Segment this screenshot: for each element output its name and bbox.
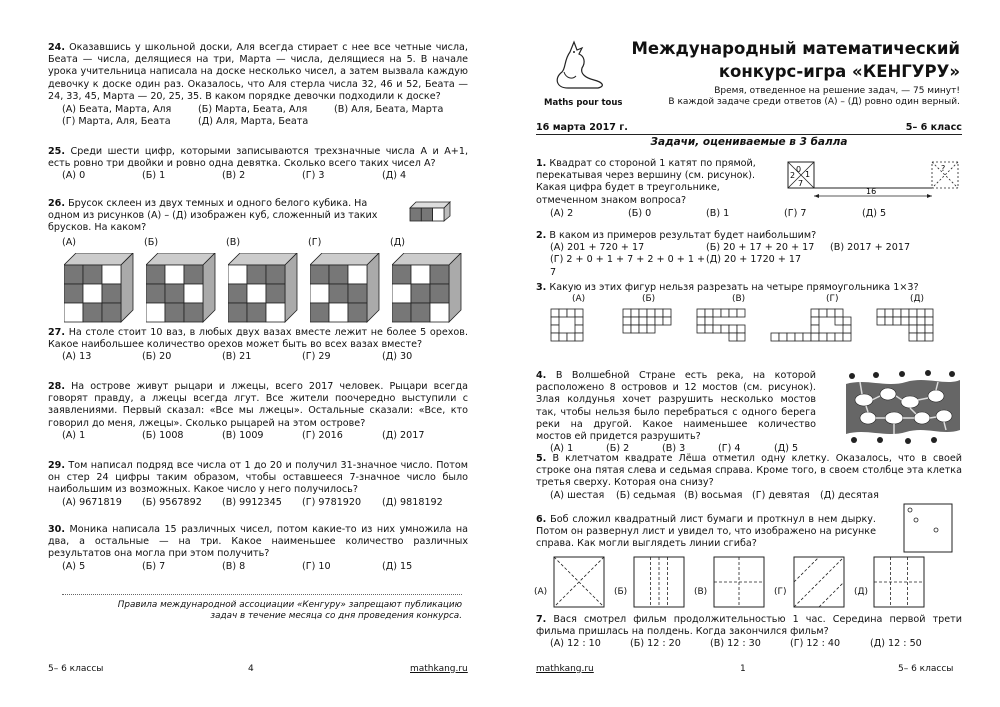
cube-figure[interactable]: [228, 253, 302, 327]
option-b[interactable]: (Б) 20 + 17 + 20 + 17: [706, 242, 815, 254]
option-c[interactable]: (В) 8: [222, 560, 246, 572]
option-c[interactable]: (В) Аля, Беата, Марта: [334, 103, 444, 115]
fig-distance: 16: [866, 187, 877, 196]
option-e[interactable]: (Д) 12 : 50: [870, 638, 922, 650]
problem-3: [536, 282, 962, 350]
footer-left: 5– 6 классы: [48, 663, 104, 674]
fold-label: (Г): [774, 586, 787, 597]
option-d[interactable]: (Г) 29: [302, 351, 331, 363]
cube-label: (Д): [390, 236, 405, 248]
option-b[interactable]: (Б) 1008: [142, 429, 184, 441]
option-d[interactable]: (Г) 3: [302, 170, 325, 182]
grid-label: (А): [572, 294, 586, 305]
option-a[interactable]: (А) 1: [62, 429, 86, 441]
fold-figure[interactable]: [712, 555, 766, 609]
option-e[interactable]: (Д) 4: [382, 170, 407, 182]
answer-options: [48, 561, 468, 573]
option-c[interactable]: (В) 2: [222, 170, 246, 182]
section-title: Задачи, оцениваемые в 3 балла: [650, 136, 848, 148]
cube-figure[interactable]: [64, 253, 138, 327]
grade-label: 5– 6 класс: [905, 122, 962, 133]
brick-figure: [408, 200, 460, 222]
option-e[interactable]: (Д) десятая: [820, 489, 879, 501]
option-d[interactable]: (Г) 10: [302, 560, 331, 572]
grid-label: (В): [732, 294, 746, 305]
answer-options: [48, 497, 468, 509]
contest-date: 16 марта 2017 г.: [536, 122, 628, 133]
punched-sheet-figure: [902, 502, 956, 556]
option-a[interactable]: (А) 9671819: [62, 496, 122, 508]
grid-label: (Б): [642, 294, 656, 305]
option-e[interactable]: (Д) 9818192: [382, 496, 443, 508]
problem-2: [536, 230, 962, 279]
problem-text: В каком из примеров результат будет наибольшим?: [549, 230, 817, 241]
option-c[interactable]: (В) 3: [662, 443, 686, 455]
option-a[interactable]: (А) 1: [550, 443, 574, 455]
footer-page-number: 4: [248, 663, 254, 674]
fold-figure[interactable]: [632, 555, 686, 609]
option-b[interactable]: (Б) 1: [142, 170, 166, 182]
fig-digit-0: 0: [796, 165, 802, 174]
fold-label: (Д): [854, 586, 869, 597]
option-b[interactable]: (Б) 20: [142, 351, 172, 363]
fold-figure[interactable]: [872, 555, 926, 609]
fold-label: (Б): [614, 586, 628, 597]
option-b[interactable]: (Б) 7: [142, 560, 166, 572]
header-rule: [536, 134, 962, 135]
option-a[interactable]: (А) 0: [62, 170, 86, 182]
problem-number: 2.: [536, 230, 547, 241]
fig-digit-1: 1: [805, 170, 811, 179]
kangaroo-logo-icon: [546, 38, 616, 96]
problem-24: [48, 42, 468, 128]
problem-4: [536, 370, 962, 455]
title-line-2: конкурс-игра «КЕНГУРУ»: [718, 61, 960, 81]
problem-text: Какую из этих фигур нельзя разрезать на четыре прямоугольника 1×3?: [549, 282, 919, 293]
problem-30: [48, 524, 468, 573]
option-d[interactable]: (Г) 12 : 40: [790, 638, 841, 650]
cube-options: [48, 236, 468, 335]
option-c[interactable]: (В) 2017 + 2017: [830, 242, 911, 254]
rules-note: Правила международной ассоциации «Кенгуру» запрещают публикацию задач в течение месяца со дня проведения конкурса.: [117, 600, 462, 622]
right-page: [500, 0, 1000, 707]
option-e[interactable]: (Д) 5: [862, 207, 887, 219]
cube-label: (В): [226, 236, 241, 248]
fold-label: (А): [534, 586, 548, 597]
divider: [62, 594, 462, 595]
problem-7: [536, 614, 962, 651]
cube-label: (Б): [144, 236, 159, 248]
fig-digit-3: 7: [798, 179, 804, 188]
answer-note: В каждой задаче среди ответов (А) – (Д) ровно один верный.: [668, 97, 960, 108]
grid-shape[interactable]: [770, 308, 860, 344]
cube-figure[interactable]: [392, 253, 466, 327]
fold-figure[interactable]: [792, 555, 846, 609]
problem-text: Оказавшись у школьной доски, Аля всегда стирает с нее все четные числа, Беата — числа, делящиеся на три, Марта — числа, делящиеся на 5. В начале урока учительница написала на доске несколько чисел, а затем вызвала каждую девочку к доске один раз. Оказалось, что Аля стерла числа 32, 46 и 52, Беата — 24, 33, 45, Марта — 20, 25, 35. В каком порядке девочки подходили к доске?: [48, 42, 468, 102]
option-d[interactable]: (Г) 2 + 0 + 1 + 7 + 2 + 0 + 1 + 7: [550, 254, 706, 278]
time-note: Время, отведенное на решение задач, — 75 минут!: [714, 86, 960, 96]
option-b[interactable]: (Б) 12 : 20: [630, 638, 681, 650]
problem-text: На острове живут рыцари и лжецы, всего 2017 человек. Рыцари всегда говорят правду, а лжецы всегда лгут. Все жители поочередно выступили с заявлениями. Первый сказал: «Все мы лжецы». Остальные сказали: «Все, кто говорил до меня, лжецы». Сколько рыцарей на этом острове?: [48, 381, 468, 429]
option-e[interactable]: (Д) 5: [774, 443, 799, 455]
problem-26: [48, 198, 468, 335]
problem-number: 4.: [536, 370, 547, 381]
problem-text: Боб сложил квадратный лист бумаги и проткнул в нем дырку. Потом он развернул лист и увидел то, что изображено на рисунке справа. Как могли выглядеть линии сгиба?: [536, 514, 876, 550]
option-c[interactable]: (В) 21: [222, 351, 252, 363]
problem-text: Моника написала 15 различных чисел, потом какие-то из них умножила на два, а остальные — на три. Какое наименьшее количество различных результатов она могла при этом получить?: [48, 524, 468, 560]
problem-number: 30.: [48, 524, 65, 535]
option-a[interactable]: (А) 12 : 10: [550, 638, 601, 650]
option-e[interactable]: (Д) Аля, Марта, Беата: [198, 116, 309, 128]
option-b[interactable]: (Б) 2: [606, 443, 630, 455]
grid-shape[interactable]: [876, 308, 966, 344]
option-a[interactable]: (А) шестая: [550, 489, 605, 501]
option-e[interactable]: (Д) 30: [382, 351, 413, 363]
option-a[interactable]: (А) 201 + 720 + 17: [550, 242, 645, 254]
instructions: [628, 86, 960, 109]
answer-options: [536, 490, 962, 502]
option-e[interactable]: (Д) 15: [382, 560, 413, 572]
cube-figure[interactable]: [146, 253, 220, 327]
option-d[interactable]: (Г) Марта, Аля, Беата: [62, 116, 171, 128]
answer-options: [48, 430, 468, 442]
fold-options: [536, 555, 962, 611]
problem-number: 24.: [48, 42, 65, 53]
problem-number: 27.: [48, 327, 65, 338]
option-b[interactable]: (Б) Марта, Беата, Аля: [198, 103, 308, 115]
logo-caption: Maths pour tous: [544, 98, 623, 108]
fig-digit-2: 2: [790, 171, 796, 180]
option-a[interactable]: (А) 5: [62, 560, 86, 572]
problem-25: [48, 146, 468, 183]
option-d[interactable]: (Г) 4: [718, 443, 741, 455]
problem-number: 29.: [48, 460, 65, 471]
problem-27: [48, 327, 468, 364]
problem-1: [536, 158, 962, 220]
problem-text: Квадрат со стороной 1 катят по прямой, перекатывая через вершину (см. рисунок). Какая цифра будет в треугольнике, отмеченном знаком вопроса?: [536, 158, 756, 206]
answer-options: [48, 104, 468, 128]
cube-label: (Г): [308, 236, 322, 248]
footer-right: 5– 6 классы: [898, 663, 954, 674]
title-line-1: Международный математический: [631, 39, 960, 58]
grid-label: (Г): [826, 294, 839, 305]
option-a[interactable]: (А) 2: [550, 207, 574, 219]
option-e[interactable]: (Д) 2017: [382, 429, 425, 441]
option-d[interactable]: (Г) 9781920: [302, 496, 362, 508]
problem-text: Среди шести цифр, которыми записываются трехзначные числа A и A+1, есть ровно три двойки и ровно одна девятка. Сколько всего таких чисел A?: [48, 146, 468, 170]
cube-label: (А): [62, 236, 77, 248]
problem-number: 28.: [48, 381, 65, 392]
problem-text: На столе стоит 10 ваз, в любых двух вазах вместе лежит не более 5 орехов. Какое наибольшее количество орехов может быть во всех вазах вместе?: [48, 327, 468, 351]
answer-options: [536, 242, 962, 279]
option-a[interactable]: (А) Беата, Марта, Аля: [62, 103, 172, 115]
problem-number: 6.: [536, 514, 547, 525]
footer-page-number: 1: [740, 663, 746, 674]
cube-figure[interactable]: [310, 253, 384, 327]
problem-text: Вася смотрел фильм продолжительностью 1 час. Середина первой трети фильма пришлась на полдень. Когда закончился фильм?: [536, 614, 962, 638]
contest-title: [628, 38, 960, 84]
grid-label: (Д): [910, 294, 925, 305]
river-map-figure: [846, 370, 960, 444]
option-c[interactable]: (В) 1: [706, 207, 730, 219]
answer-options: [48, 170, 468, 182]
problem-text: В Волшебной Стране есть река, на которой расположено 8 островов и 12 мостов (см. рисунок). Злая колдунья хочет разрушить несколько мостов так, чтобы нельзя было перебраться с одного берега реки на другой. Какое наименьшее количество мостов ей придется разрушить?: [536, 370, 816, 442]
answer-options: [536, 638, 962, 650]
problem-number: 25.: [48, 146, 65, 157]
option-c[interactable]: (В) восьмая: [684, 489, 743, 501]
option-b[interactable]: (Б) 0: [628, 207, 652, 219]
problem-number: 7.: [536, 614, 547, 625]
problem-28: [48, 381, 468, 442]
fold-label: (В): [694, 586, 708, 597]
problem-number: 3.: [536, 282, 547, 293]
option-e[interactable]: (Д) 20 + 1720 + 17: [706, 254, 802, 266]
problem-text: В клетчатом квадрате Лёша отметил одну клетку. Оказалось, что в своей строке она пятая слева и седьмая справа. Кроме того, в своем столбце эта клетка третья сверху. Которая она снизу?: [536, 453, 962, 489]
problem-number: 26.: [48, 198, 65, 209]
footer-link[interactable]: mathkang.ru: [536, 663, 594, 674]
answer-options: [48, 351, 468, 363]
option-d[interactable]: (Г) 2016: [302, 429, 343, 441]
problem-text: Брусок склеен из двух темных и одного белого кубика. На одном из рисунков (А) – (Д) изображен куб, сложенный из таких брусков. На каком?: [48, 198, 378, 234]
option-d[interactable]: (Г) девятая: [752, 489, 810, 501]
rolling-square-figure: [786, 160, 962, 212]
problem-number: 5.: [536, 453, 547, 464]
problem-number: 1.: [536, 158, 547, 169]
option-d[interactable]: (Г) 7: [784, 207, 807, 219]
problem-29: [48, 460, 468, 509]
option-c[interactable]: (В) 1009: [222, 429, 264, 441]
option-c[interactable]: (В) 12 : 30: [710, 638, 761, 650]
fold-figure[interactable]: [552, 555, 606, 609]
option-a[interactable]: (А) 13: [62, 351, 92, 363]
problem-6: [536, 514, 962, 611]
grid-figures: [536, 294, 962, 350]
problem-text: Том написал подряд все числа от 1 до 20 и получил 31-значное число. Потом он стер 24 цифры таким образом, чтобы оставшееся 7-значное число было наибольшим из возможных. Какое число у него получилось?: [48, 460, 468, 496]
footer-link[interactable]: mathkang.ru: [410, 663, 468, 674]
problem-5: [536, 453, 962, 502]
fig-question-mark: ?: [941, 164, 946, 173]
option-b[interactable]: (Б) 9567892: [142, 496, 202, 508]
option-b[interactable]: (Б) седьмая: [616, 489, 676, 501]
option-c[interactable]: (В) 9912345: [222, 496, 282, 508]
